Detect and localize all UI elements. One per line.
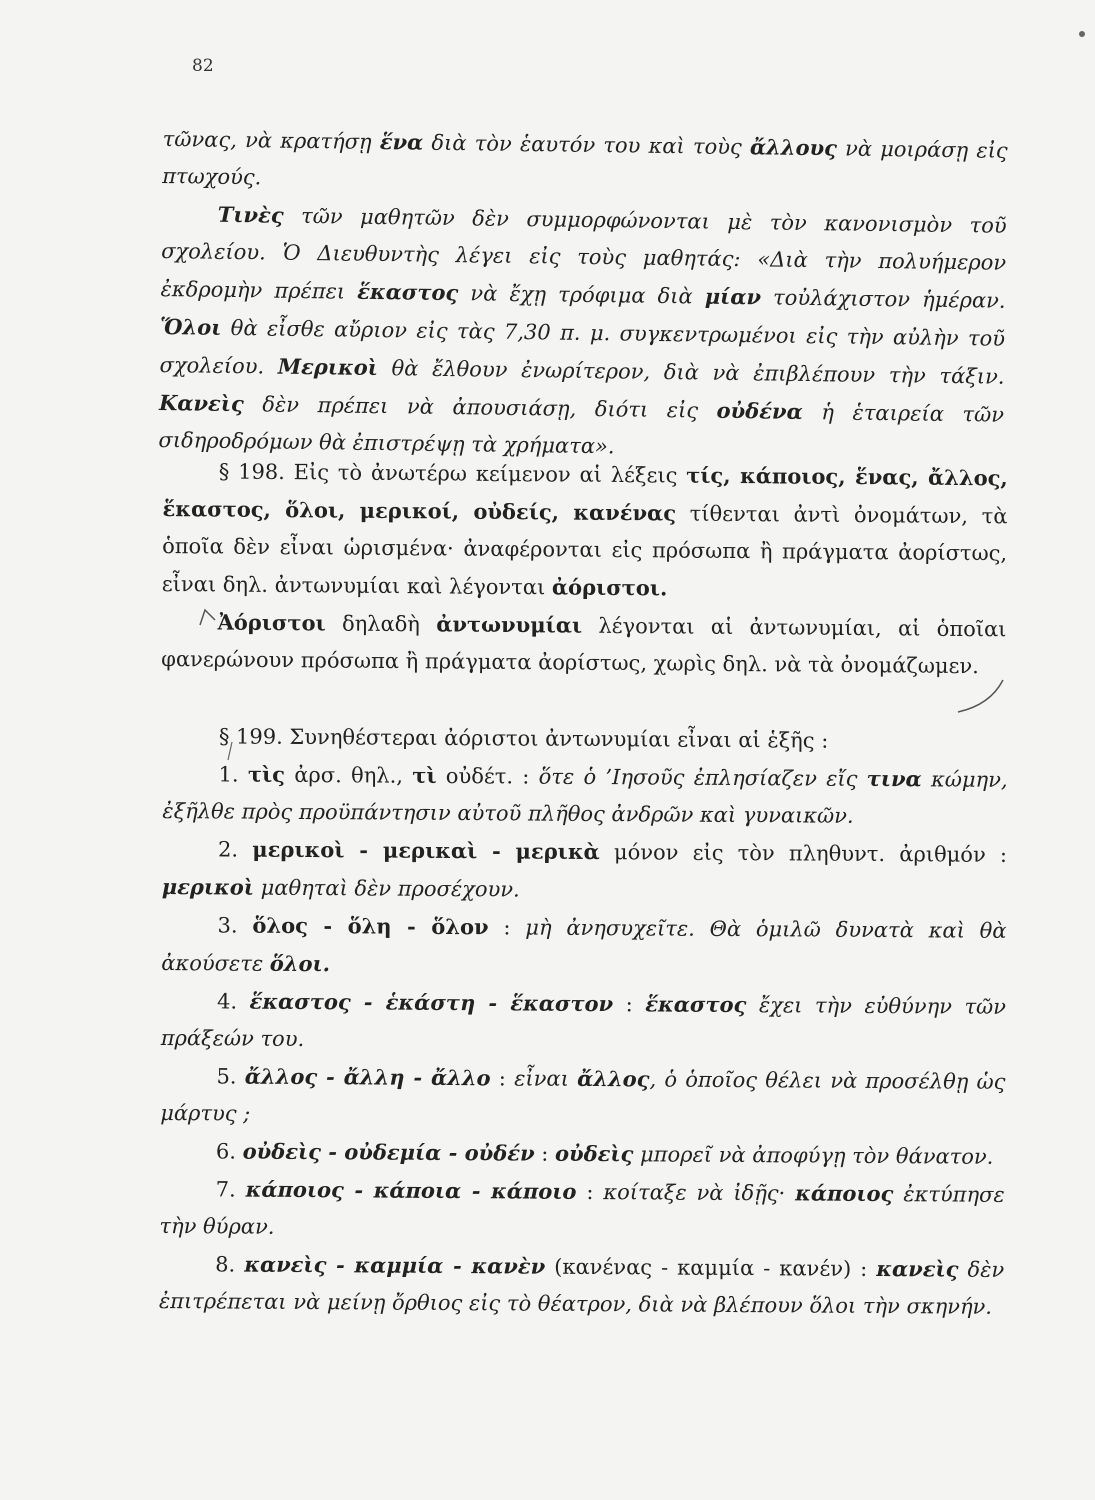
emphasis: Ἀόριστοι	[217, 609, 326, 636]
section-199-intro	[163, 718, 1008, 761]
text-run: διὰ τὸν ἑαυτόν του καὶ τοὺς	[423, 130, 751, 160]
text-run: :	[488, 915, 526, 940]
intro-paragraph-2	[158, 195, 1007, 471]
text-run: ἡ ἑταιρεία τῶν σιδηροδρόμων θὰ ἐπιστρέψῃ τὰ χρήματα».	[158, 399, 1005, 459]
text-run: οὐδέτ. :	[436, 763, 539, 789]
emphasis: ὅλοι.	[269, 950, 331, 977]
item-number: 1.	[218, 762, 239, 787]
section-198	[161, 452, 1008, 685]
section-198-paragraph-2	[161, 603, 1007, 685]
text-run: δηλαδὴ	[325, 611, 437, 637]
section-198-paragraph-1	[162, 452, 1008, 610]
emphasis: ἕκαστος	[357, 278, 459, 306]
text-run: μόνον εἰς τὸν πληθυντ. ἀριθμόν :	[599, 840, 1008, 867]
list-item	[160, 1057, 1006, 1138]
list-item	[160, 1132, 1005, 1176]
example: δὲν ἐπιτρέπεται νὰ μείνῃ ὄρθιος εἰς τὸ θέατρον, διὰ νὰ βλέπουν ὅλοι τὴν σκηνήν.	[158, 1257, 1005, 1319]
example: ὅτε ὁ ’Ιησοῦς ἐπλησίαζεν εἴς	[538, 764, 867, 791]
emphasis: τινα	[866, 765, 922, 792]
text-run: (κανένας - καμμία - κανέν) :	[545, 1254, 877, 1281]
text-run: θὰ ἔλθουν ἐνωρίτερον, διὰ νὰ ἐπιβλέπουν τὴν τάξιν.	[377, 356, 1005, 389]
emphasis: κανεὶς	[876, 1255, 959, 1282]
intro-paragraph-1	[162, 120, 1008, 207]
text-run: τοὐλάχιστον ἡμέραν.	[760, 285, 1006, 313]
text-run: θὰ εἶσθε αὔριον εἰς τὰς 7,30 π. μ. συγκεντρωμένοι εἰς τὴν αὐλὴν τοῦ σχολείου.	[159, 315, 1006, 379]
example: κώμην, ἐξῆλθε πρὸς προϋπάντησιν αὐτοῦ πλῆθος ἀνδρῶν καὶ γυναικῶν.	[162, 767, 1008, 828]
item-forms: τὶς	[247, 761, 286, 787]
emphasis: ἕκαστος	[645, 991, 747, 1018]
pencil-dot	[1079, 31, 1085, 37]
list-item	[161, 982, 1007, 1063]
emphasis: κάποιος	[795, 1180, 894, 1207]
section-number: § 199.	[218, 724, 283, 749]
text-run: :	[490, 1066, 515, 1091]
item-forms: τὶ	[412, 762, 437, 788]
item-number: 5.	[216, 1064, 237, 1089]
intro-text	[158, 120, 1008, 471]
example: ἐκτύπησε τὴν θύραν.	[159, 1182, 1005, 1239]
text-run: ἀρσ. θηλ.,	[284, 762, 413, 788]
item-number: 6.	[215, 1139, 237, 1164]
item-number: 7.	[215, 1177, 236, 1202]
item-number: 2.	[218, 837, 239, 862]
item-forms: κανεὶς - καμμία - κανὲν	[244, 1251, 546, 1279]
example: μπορεῖ νὰ ἀποφύγῃ τὸν θάνατον.	[633, 1142, 994, 1169]
text-run: λέγονται αἱ ἀντωνυμίαι, αἱ ὁποῖαι φανερώνουν πρόσωπα ἢ πράγματα ἀορίστως, χωρὶς δηλ. νὰ τὰ ὀνομάζωμεν.	[161, 613, 1007, 679]
emphasis: τίς, κάποιος, ἕνας, ἄλλος, ἕκαστος, ὅλοι, μερικοί, οὐδείς, κανένας	[162, 462, 1008, 526]
section-number: § 198.	[218, 459, 286, 485]
item-forms: οὐδεὶς - οὐδεμία - οὐδέν	[242, 1138, 535, 1166]
text-run: :	[576, 1179, 604, 1205]
item-forms: ὅλος - ὅλη - ὅλον	[252, 912, 489, 940]
list-item	[162, 830, 1008, 912]
example: ἔχει τὴν εὐθύνην τῶν πράξεών του.	[160, 993, 1007, 1051]
page-number: 82	[192, 56, 214, 76]
emphasis: ἄλλος	[577, 1065, 650, 1092]
list-item	[162, 755, 1008, 836]
example: κοίταξε νὰ ἰδῇς·	[603, 1180, 796, 1206]
emphasis: μερικοὶ	[161, 873, 255, 900]
emphasis: ἄλλους	[749, 134, 838, 161]
emphasis: οὐδεὶς	[555, 1140, 634, 1167]
emphasis: ἀντωνυμίαι	[436, 611, 583, 638]
text-run: νὰ μοιράσῃ εἰς πτωχούς.	[162, 136, 1008, 190]
emphasis: Ὅλοι	[159, 313, 222, 340]
example: , ὁ ὁποῖος θέλει νὰ προσέλθῃ ὡς μάρτυς ;	[160, 1067, 1006, 1126]
section-199	[159, 718, 1008, 1326]
item-number: 8.	[215, 1252, 236, 1277]
text-run: νὰ ἔχῃ τρόφιμα διὰ	[458, 281, 705, 309]
item-number: 3.	[217, 913, 238, 938]
item-number: 4.	[216, 989, 238, 1014]
list-item	[159, 1245, 1005, 1326]
list-item	[159, 1170, 1005, 1251]
list-item	[161, 906, 1007, 988]
text-run: :	[534, 1141, 556, 1166]
text-run: :	[613, 992, 646, 1017]
example: εἶναι	[514, 1066, 578, 1091]
item-forms: κάποιος - κάποια - κάποιο	[245, 1176, 577, 1204]
text-run: Εἰς τὸ ἀνωτέρω κείμενον αἱ λέξεις	[284, 460, 687, 488]
item-forms: ἕκαστος - ἑκάστη - ἕκαστον	[249, 988, 614, 1017]
text-run: τῶνας, νὰ κρατήσῃ	[162, 126, 380, 155]
emphasis: ἀόριστοι.	[551, 574, 668, 601]
text-run: Συνηθέστεραι ἀόριστοι ἀντωνυμίαι εἶναι αἱ ἑξῆς :	[282, 724, 829, 753]
text-run: τῶν μαθητῶν δὲν συμμορφώνονται μὲ τὸν κανονισμὸν τοῦ σχολείου. Ὁ Διευθυντὴς λέγει εἰς τοὺς μαθητάς: «Διὰ τὴν πολυήμερον ἐκδρομὴν πρέπει	[160, 203, 1007, 304]
example: μαθηταὶ δὲν προσέχουν.	[253, 875, 520, 902]
emphasis: Κανεὶς	[158, 389, 244, 417]
text-run: δὲν πρέπει νὰ ἀπουσιάσῃ, διότι εἰς	[243, 392, 717, 423]
example: μὴ ἀνησυχεῖτε. Θὰ ὁμιλῶ δυνατὰ καὶ θὰ ἀκούσετε	[161, 915, 1007, 976]
emphasis: Τινὲς	[217, 201, 284, 228]
emphasis: Μερικοὶ	[277, 353, 379, 381]
item-forms: μερικοὶ - μερικαὶ - μερικὰ	[252, 836, 600, 865]
item-forms: ἄλλος - ἄλλη - ἄλλο	[244, 1063, 491, 1091]
emphasis: οὐδένα	[716, 397, 803, 424]
text-run: τίθενται ἀντὶ ὀνομάτων, τὰ ὁποῖα δὲν εἶναι ὡρισμένα· ἀναφέρονται εἰς πρόσωπα ἢ πράγματα ἀορίστως, εἶναι δηλ. ἀντωνυμίαι καὶ λέγονται	[161, 501, 1008, 600]
emphasis: μίαν	[704, 283, 762, 310]
emphasis: ἕνα	[379, 129, 424, 155]
